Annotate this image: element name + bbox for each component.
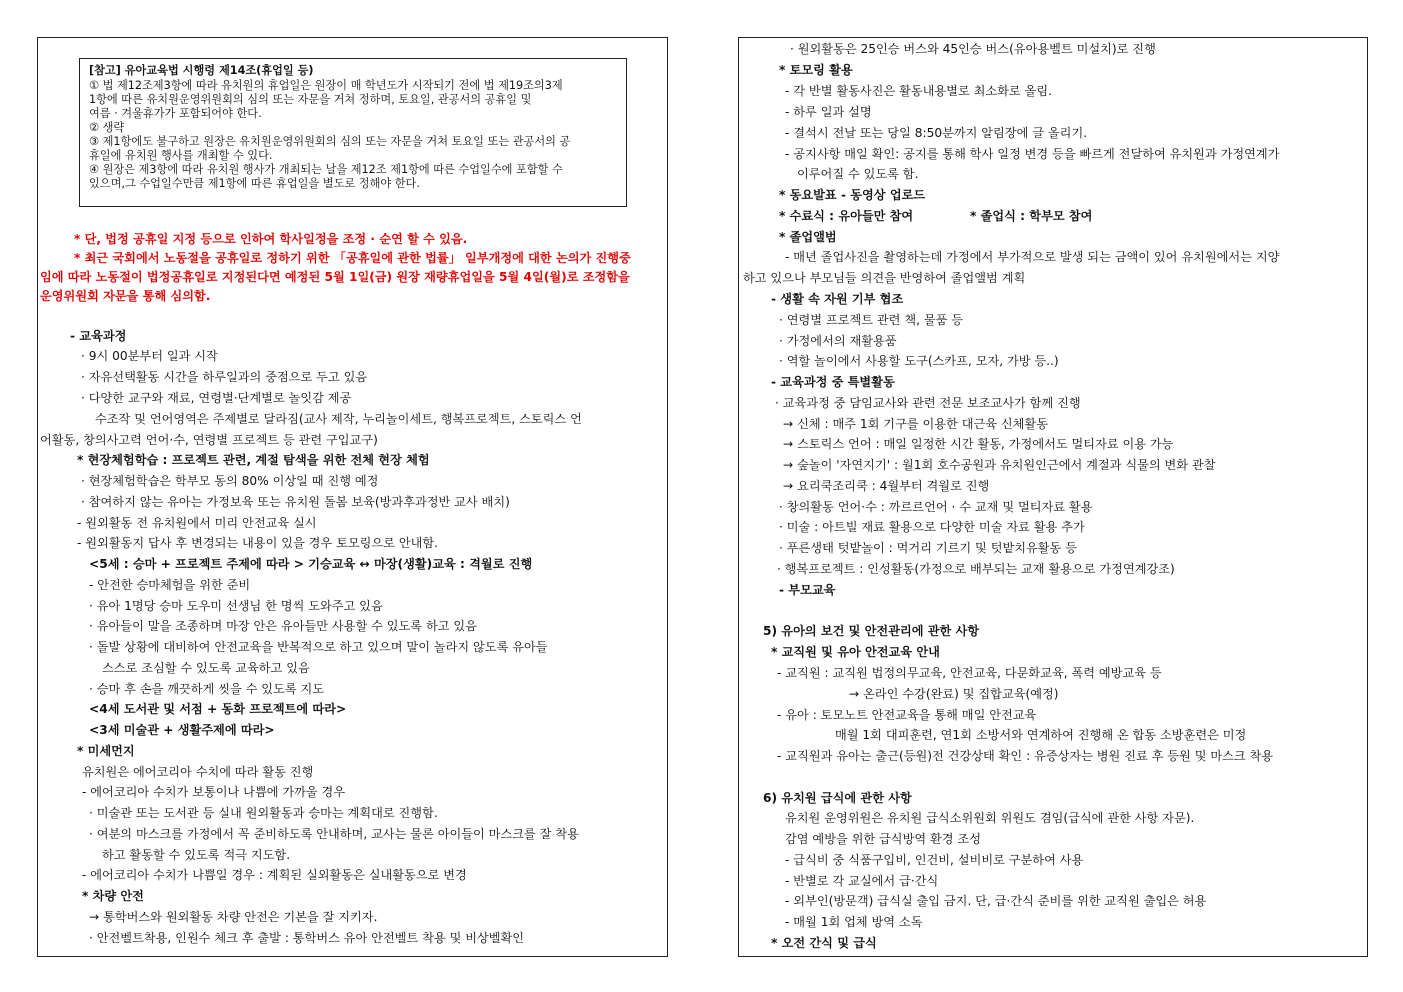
- text-line: - 교직원과 유아는 출근(등원)전 건강상태 확인 : 유증상자는 병원 진료 후 등원 및 마스크 착용: [777, 749, 1274, 763]
- text-line: · 돌발 상황에 대비하여 안전교육을 반복적으로 하고 있으며 말이 놀라지 않도록 유아들: [89, 640, 548, 654]
- red-notice-line: * 최근 국회에서 노동절을 공휴일로 정하기 위한 「공휴일에 관한 법률」 일부개정에 대한 논의가 진행중: [74, 251, 631, 265]
- text-line: 하고 활동할 수 있도록 적극 지도함.: [102, 848, 291, 862]
- text-line: → 신체 : 매주 1회 기구를 이용한 대근육 신체활동: [783, 417, 1048, 431]
- text-line: · 여분의 마스크를 가정에서 꼭 준비하도록 안내하며, 교사는 물론 아이들이 마스크를 잘 착용: [89, 827, 579, 841]
- text-line: - 원외활동지 답사 후 변경되는 내용이 있을 경우 토모링으로 안내함.: [77, 536, 439, 550]
- text-line: · 푸른생태 텃밭놀이 : 먹거리 기르기 및 텃밭치유활동 등: [779, 541, 1077, 555]
- text-line: - 반별로 각 교실에서 급·간식: [785, 874, 939, 888]
- text-line: · 가정에서의 재활용품: [779, 334, 897, 348]
- note-line: ② 생략: [89, 121, 125, 134]
- subheading: - 교육과정 중 특별활동: [771, 375, 895, 389]
- text-line: - 결석시 전날 또는 당일 8:50분까지 알림장에 글 올리기.: [785, 126, 1088, 140]
- section-heading: - 교육과정: [70, 329, 127, 343]
- text-line: · 다양한 교구와 재료, 연령별·단계별로 놀잇감 제공: [81, 391, 352, 405]
- text-line: - 유아 : 토모노트 안전교육을 통해 매일 안전교육: [777, 708, 1037, 722]
- text-line: · 안전벨트착용, 인원수 체크 후 출발 : 통학버스 유아 안전벨트 착용 및 비상벨확인: [89, 931, 525, 945]
- subheading: * 교직원 및 유아 안전교육 안내: [771, 645, 940, 659]
- subheading: * 졸업앨범: [779, 230, 837, 244]
- note-line: ① 법 제12조제3항에 따라 유치원의 휴업일은 원장이 매 학년도가 시작되기 전에 법 제19조의3제: [89, 79, 563, 92]
- section-heading: 5) 유아의 보건 및 안전관리에 관한 사항: [763, 624, 980, 638]
- subheading: * 오전 간식 및 급식: [771, 936, 877, 950]
- text-line: · 현장체험학습은 학부모 동의 80% 이상일 때 진행 예정: [81, 474, 379, 488]
- subheading: * 졸업식 : 학부모 참여: [970, 209, 1093, 223]
- right-column: [738, 37, 1368, 957]
- text-line: 유치원 운영위원은 유치원 급식소위원회 위원도 겸임(급식에 관한 사항 자문).: [785, 811, 1195, 825]
- text-line: - 각 반별 활동사진은 활동내용별로 최소화로 올림.: [785, 84, 1052, 98]
- text-line: · 미술관 또는 도서관 등 실내 원외활동과 승마는 계획대로 진행함.: [89, 806, 438, 820]
- text-line: 수조작 및 언어영역은 주제별로 달라짐(교사 제작, 누리놀이세트, 행복프로젝트, 스토릭스 언: [95, 412, 582, 426]
- red-notice-line: 운영위원회 자문을 통해 심의함.: [40, 289, 211, 303]
- text-line: 감염 예방을 위한 급식방역 환경 조성: [785, 832, 981, 846]
- text-line: 어활동, 창의사고력 언어·수, 연령별 프로젝트 등 관련 구입교구): [40, 433, 378, 447]
- note-line: ③ 제1항에도 불구하고 원장은 유치원운영위원회의 심의 또는 자문을 거쳐 토요일 또는 관공서의 공: [89, 135, 571, 148]
- text-line: - 매월 1회 업체 방역 소독: [785, 915, 923, 929]
- text-line: - 매년 졸업사진을 촬영하는데 가정에서 부가적으로 발생 되는 금액이 있어 유치원에서는 지양: [785, 250, 1280, 264]
- text-line: - 안전한 승마체험을 위한 준비: [89, 578, 251, 592]
- subheading: * 미세먼지: [77, 744, 135, 758]
- note-line: 1항에 따른 유치원운영위원회의 심의 또는 자문을 거쳐 정하며, 토요일, 관공서의 공휴일 및: [89, 93, 532, 106]
- text-line: · 자유선택활동 시간을 하루일과의 중점으로 두고 있음: [81, 370, 368, 384]
- text-line: - 에어코리아 수치가 나쁨일 경우 : 계획된 실외활동은 실내활동으로 변경: [82, 868, 467, 882]
- text-line: · 창의활동 언어·수 : 까르르언어 · 수 교재 및 멀티자료 활용: [779, 500, 1093, 514]
- text-line: → 통학버스와 원외활동 차량 안전은 기본을 잘 지키자.: [89, 910, 378, 924]
- text-line: · 승마 후 손을 깨끗하게 씻을 수 있도록 지도: [89, 682, 325, 696]
- note-line: ④ 원장은 제3항에 따라 유치원 행사가 개최되는 날을 제12조 제1항에 따른 수업일수에 포함할 수: [89, 163, 563, 176]
- text-line: · 유아 1명당 승마 도우미 선생님 한 명씩 도와주고 있음: [89, 599, 383, 613]
- text-line: - 공지사항 매일 확인: 공지를 통해 학사 일정 변경 등을 빠르게 전달하여 유치원과 가정연계가: [785, 147, 1280, 161]
- text-line: 매월 1회 대피훈련, 연1회 소방서와 연계하여 진행해 온 합동 소방훈련은 미정: [835, 728, 1247, 742]
- text-line: 하고 있으나 부모님들 의견을 반영하여 졸업앨범 계획: [743, 271, 1026, 285]
- subheading: * 동요발표 - 동영상 업로드: [779, 188, 926, 202]
- text-line: · 9시 00분부터 일과 시작: [81, 349, 218, 363]
- text-line: · 행복프로젝트 : 인성활동(가정으로 배부되는 교재 활용으로 가정연계강조): [777, 562, 1175, 576]
- subheading: <3세 미술관 + 생활주제에 따라>: [89, 723, 275, 737]
- subheading: * 차량 안전: [82, 889, 144, 903]
- subheading: * 토모링 활용: [779, 63, 853, 77]
- section-heading: 6) 유치원 급식에 관한 사항: [763, 791, 912, 805]
- text-line: · 유아들이 말을 조종하며 마장 안은 유아들만 사용할 수 있도록 하고 있음: [89, 619, 477, 633]
- reference-note-box: [79, 58, 627, 207]
- text-line: - 에어코리아 수치가 보통이나 나쁨에 가까울 경우: [82, 785, 346, 799]
- text-line: 스스로 조심할 수 있도록 교육하고 있음: [102, 661, 310, 675]
- note-line: 휴일에 유치원 행사를 개최할 수 있다.: [89, 149, 273, 162]
- subheading: <5세 : 승마 + 프로젝트 주제에 따라 > 기승교육 ↔ 마장(생활)교육 : 격월로 진행: [89, 557, 533, 571]
- text-line: - 급식비 중 식품구입비, 인건비, 설비비로 구분하여 사용: [785, 853, 1084, 867]
- text-line: → 숲놀이 '자연지기' : 월1회 호수공원과 유치원인근에서 계절과 식물의 변화 관찰: [783, 458, 1216, 472]
- text-line: - 교직원 : 교직원 법정의무교육, 안전교육, 다문화교육, 폭력 예방교육 등: [777, 666, 1162, 680]
- text-line: - 원외활동 전 유치원에서 미리 안전교육 실시: [77, 516, 317, 530]
- text-line: → 스토릭스 언어 : 매일 일정한 시간 활동, 가정에서도 멀티자료 이용 가능: [783, 437, 1174, 451]
- note-line: 있으며,그 수업일수만큼 제1항에 따른 휴업일을 별도로 정해야 한다.: [89, 177, 420, 190]
- text-line: → 온라인 수강(완료) 및 집합교육(예정): [849, 687, 1059, 701]
- text-line: → 요리쿡조리쿡 : 4월부터 격월로 진행: [783, 479, 990, 493]
- text-line: · 역할 놀이에서 사용할 도구(스카프, 모자, 가방 등..): [779, 354, 1059, 368]
- left-column: [37, 37, 668, 957]
- subheading: - 부모교육: [779, 583, 836, 597]
- text-line: · 참여하지 않는 유아는 가정보육 또는 유치원 돌봄 보육(방과후과정반 교사 배치): [81, 495, 510, 509]
- text-line: 이루어질 수 있도록 함.: [797, 167, 919, 181]
- subheading: <4세 도서관 및 서점 + 동화 프로젝트에 따라>: [89, 702, 347, 716]
- note-line: 여름 · 겨울휴가가 포함되어야 한다.: [89, 107, 262, 120]
- subheading: * 수료식 : 유아들만 참여: [779, 209, 914, 223]
- red-notice-line: 임에 따라 노동절이 법정공휴일로 지정된다면 예정된 5월 1일(금) 원장 재량휴업일을 5월 4일(월)로 조정함을: [40, 270, 630, 284]
- subheading: * 현장체험학습 : 프로젝트 관련, 계절 탐색을 위한 전체 현장 체험: [77, 453, 430, 467]
- text-line: · 교육과정 중 담임교사와 관련 전문 보조교사가 함께 진행: [775, 396, 1081, 410]
- text-line: · 미술 : 아트빌 재료 활용으로 다양한 미술 자료 활용 추가: [779, 520, 1085, 534]
- subheading: - 생활 속 자원 기부 협조: [771, 292, 904, 306]
- text-line: · 연령별 프로젝트 관련 책, 물품 등: [779, 313, 964, 327]
- note-title: [참고] 유아교육법 시행령 제14조(휴업일 등): [89, 64, 314, 77]
- text-line: 유치원은 에어코리아 수치에 따라 활동 진행: [82, 765, 314, 779]
- text-line: · 원외활동은 25인승 버스와 45인승 버스(유아용벨트 미설치)로 진행: [790, 42, 1156, 56]
- text-line: - 외부인(방문객) 급식실 출입 금지. 단, 급·간식 준비를 위한 교직원 출입은 허용: [785, 894, 1207, 908]
- red-notice-line: * 단, 법정 공휴일 지정 등으로 인하여 학사일정을 조정 · 순연 할 수 있음.: [74, 232, 468, 246]
- text-line: - 하루 일과 설명: [785, 105, 872, 119]
